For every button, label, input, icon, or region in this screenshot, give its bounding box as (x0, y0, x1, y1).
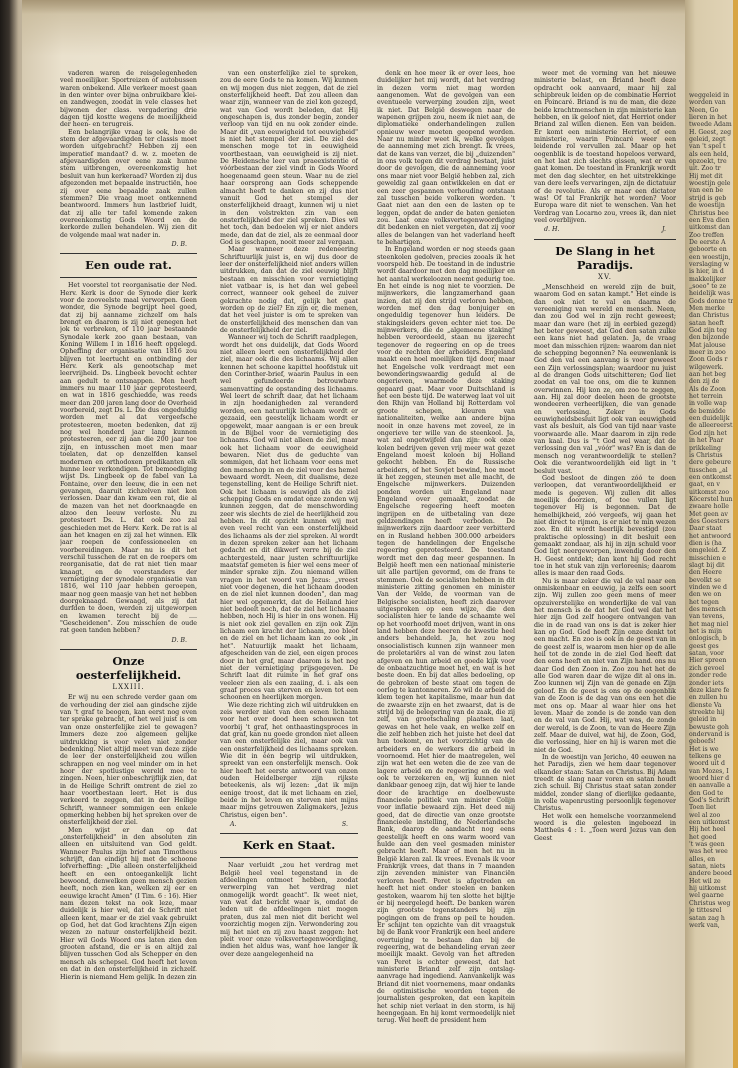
adjacent-page-line: strijd is geb (689, 194, 727, 202)
adjacent-page-line: van Mozes, I (689, 767, 729, 775)
adjacent-page-line: is hier, in d (689, 268, 724, 276)
adjacent-page-line: deze klare fe (689, 686, 730, 694)
adjacent-page-line: wel gaarne (689, 892, 724, 900)
adjacent-page-line: satan, niets (689, 863, 726, 871)
paragraph: Het voorstel tot reorganisatie der Ned. Herv. Kerk is door de Synode dier kerk voor de zooveelste maal verworpen. Geen wonder, die Synode begrijpt heel goed, dat zij bij aanname zichzelf om hals brengt en daarom is zij niet genegen het jok te verbreken, of 110 jaar bestaande Synodale kerk zoo gaan bestaan, van Koning Willem I in 1816 heeft opgelegd. Opheffing der organisatie van 1816 zou blijven tot leertucht en ontbinding der Herv. Kerk als genootschap met leervrijheid. Ds. Lingbeek bevocht echter aan gedult te ontsnappen. Men heeft immers nu maar 110 jaar geprotesteerd, en wat in 1816 geschiedde, was reeds meer dan 200 jaren lang door de Overheid voorbereid, zegt Ds. L. Die dus ongeduldig worden met al dat vergeefsche protesteeren, moeten bedenken, dat zij nog wel honderd jaar lang kunnen protesteeren, eer zij aan die 200 jaar toe zijn, en intusschen moet men maar toelaten, dat op denzelfden kansel modernen en orthodoxen predikanten elk hunne leer verkondigen. Tot bemoediging wijst Ds. Lingbeek op de fabel van La Fontaine, over den leeuw, die in een net gevangen, daaruit zichzelven niet kon verlossen. Daar dan kwam een rat, die al de mazen van het net doorknaagde en alzoo den leeuw verloste. Nu zu protesteert Ds. L. dat ook zoo zal geschieden met de Herv. Kerk. De rat is al aan het knagen en zij zal het winnen. Elk jaar roepen de confessioneelen en voorbereidingen. Maar nu is dit het verschil tusschen de rat en de roepers om reorganisatie, dat de rat niet tien maar knaagt, en de voorstanders der vernietiging der synodale organisatie van 1816, wel 110 jaar hebben geroepen, maar nog geen maasje van het net hebben doorgeknaagd. Gewaagd, als zij dat durfden te doen, werden zij uitgeworpen en kwamen terecht bij de .... "Gescheidenen". Zou misschien de oude rat geen tanden hebben? (60, 282, 197, 635)
column-3 (377, 70, 515, 1055)
adjacent-page-line: verslaging w (689, 260, 730, 268)
adjacent-page-line: alles, en (689, 855, 716, 863)
adjacent-page-line: tusschen „al (689, 466, 728, 474)
adjacent-page-line: zonder rede (689, 672, 727, 680)
adjacent-page-edge (685, 0, 738, 1068)
article-subheading: LXXIII. (112, 683, 145, 692)
adjacent-page-line: satan, voor (689, 650, 724, 658)
divider (220, 833, 358, 834)
paragraph: God besloot de dingen zóó te doen verloopen, dat verantwoordelijkheid er mede is gegeven. Wij zullen dit alles moeilijk doorzien, of toe vullen ligt tegenover Hij is begonnen. Dat de hemelbijkheid, zóó vergeefs, wij gaan het niet direct te rijmen, is er niet te min wezen zoo. En dit wordt heerlijk bevestigd (zou praktische oplossing) in dit besluit een gemaakt zondaar, als hij in zijn schuld voor God ligt neergeworpen, inwendig door den H. Geest ontdekt; dan kent hij God recht toe in het stuk van zijn verloreenis; daarom alles is maar den raad Gods. (534, 474, 676, 578)
adjacent-page-line: opzoekt, tre (689, 158, 727, 166)
article-heading: De Slang in het Paradijs. (555, 243, 655, 272)
adjacent-page-line: woord hier d (689, 774, 730, 782)
adjacent-page-line: „soeo" te ze (689, 282, 727, 290)
adjacent-page-line: gaat, en v (689, 481, 720, 489)
adjacent-page-line: den bijzonde (689, 334, 730, 342)
adjacent-page-line: Neen, Go (689, 106, 719, 114)
adjacent-page-line: Het is we (689, 745, 719, 753)
adjacent-page-line: God zijn teg (689, 327, 727, 334)
adjacent-page-line: De eerste A (689, 238, 726, 246)
column-2 (220, 70, 358, 1055)
adjacent-page-line: het antwoord (689, 532, 731, 540)
adjacent-page-line: van tevens, (689, 613, 725, 621)
adjacent-page-line: de alleereerst (689, 422, 733, 430)
adjacent-page-line: en zullen hu (689, 694, 728, 702)
adjacent-page-line: vinden we d (689, 584, 727, 592)
adjacent-page-line: en aanvalle a (689, 782, 731, 790)
paragraph: van een onsterfelijke ziel te spreken, zou de eere Gods te na komen. Wij kunnen en wij mogen dus niet zeggen, dat de ziel onsterfelijkheid heeft. Dat zou alleen dan waar zijn, wanneer van de ziel kon gezegd, wat van God wordt beleden, dat Hij ongeschapen is, dus zonder begin, zonder verloop van tijd en nu ook zonder einde. Maar dit „van eeuwigheid tot eeuwigheid" is niet het stempel der ziel. De ziel des menschen moge tot in eeuwigheid voortbestaan, van eeuwigheid is zij niet. De Heidensche leer van praeexistentie of vóórbestaan der ziel vindt in Gods Woord hoegenaamd geen steun. Waar nu de ziel haar oorsprong aan Gods scheppende almacht heeft te danken en zij dus niet vanuit God het stempel der onsterfelijkheid draagt, kunnen wij u niet in den volstrekten zin van een onsterfelijkheid der ziel spreken. Dies wil het toch, dan bedoelen wij er niet anders mede, dan dat de ziel, als ze eenmaal door God is geschapen, nooit meer zal vergaan. (220, 70, 358, 246)
adjacent-page-line: streekte hij (689, 708, 725, 716)
adjacent-page-line: dien is (ha (689, 539, 722, 547)
column-4 (534, 70, 676, 1055)
adjacent-page-line: den Heere (689, 569, 722, 577)
adjacent-page-line: des mensch (689, 606, 726, 614)
adjacent-page-line: omgeleid. Z (689, 547, 727, 555)
adjacent-page-line: Men merke (689, 304, 725, 312)
adjacent-page-line: prikkeling (689, 444, 721, 452)
paragraph: weer met de vorming van het nieuwe ministerie belast, en Briand heeft deze opdracht ook aanvaard, maar hij zal schipbreuk leiden op de combinatie Herriot en Poincaré. Briand is nu de man, die deze beide krachtmenschen in zijn ministerie kan hebben, en ik geloof niet, dat Herriot onder Briand zal willen dienen. Een van beiden. Er komt een ministerie Herriot, of een ministerie, waarin Poincaré weer een leidende rol vervullen zal. Maar op het oogenblik is de toestand hopeloos verward, en het laat zich slechts gissen, wat er van gaat komen. De toestand in Frankrijk wordt met den dag slechter, en het uitstrekkinge van dere leefs vervaringen, zijn de dictatuur of de revolutie. Als er maar een dictator was! Of tal Frankrijk het worden? Voor Europa ware dit niet te wenschen. Van het Verdrag van Locarno zou, vrees ik, dan niet veel overblijven. (534, 70, 676, 224)
adjacent-page-line: Hier spreen (689, 657, 727, 665)
adjacent-page-line: Toen liet (689, 804, 717, 812)
adjacent-page-line: de bemidde (689, 407, 726, 415)
adjacent-page-line: satan heeft (689, 319, 725, 327)
paragraph: Wie deze richting zich wil uitdrukken en zeis werder niet van den eenen lichaam voor het over dood heen schouwen tot voorbij 't graf, het onthaastingsproces in dat graf, kan nu goede grondon niet alleen van een onsterfelijke ziel, maar ook van een onsterfelijkheid des lichaams spreken. Wie dit in één begrip wil uitdrukken, spreekt van een onsterfelijk mensch. Ook hier heeft het eerste antwoord van onzen ouden Heidelberger zijn rijkste beteekenis, als wij lezen: „dat ik mijn eenige troost, dat ik met lichaam en ziel, beide in het leven en sterven niet mijns maar mijns getrouwen Zaligmakers, Jezus Christus, eigen ben". (220, 701, 358, 819)
adjacent-page-line: worden van (689, 99, 726, 107)
adjacent-page-line: hij uitkomst (689, 885, 727, 893)
adjacent-page-line: het tegen (689, 598, 719, 606)
article-signature: A. S. (230, 821, 348, 829)
adjacent-page-line: dan Christus (689, 312, 730, 320)
adjacent-page-line: meer in zoo (689, 349, 726, 357)
adjacent-page-line: Christus weg (689, 899, 731, 907)
adjacent-page-line: aan het beg (689, 371, 727, 379)
adjacent-page-line: Mat jalouse (689, 341, 726, 349)
adjacent-page-line: Christus bee (689, 209, 729, 217)
article-signature: d. H. J. (544, 226, 666, 234)
adjacent-page-line: woord uit d (689, 760, 726, 768)
adjacent-page-line: Hij met dit (689, 172, 723, 180)
adjacent-page-line: den we on (689, 591, 722, 599)
adjacent-page-line: van een be (689, 187, 724, 195)
paragraph: In de woestijn van Jericho, 40 eeuwen na het Paradijs, zien we hem daar tegenover elkander staan: Satan en Christus. Bij Adam treedt de slang naar voren en satan houdt zich schuil. Bij Christus staat satan zonder middel, zonder slang of dierlijke gedaante, in volle wapenrusting persoonlijk tegenover Christus. (534, 753, 676, 813)
adjacent-page-line: geleid in (689, 716, 717, 724)
adjacent-page-line: telkens ge (689, 752, 722, 760)
adjacent-page-line: God zijn het (689, 429, 727, 437)
adjacent-page-line: een duidelijk (689, 415, 730, 423)
article-heading: Een oude rat. (85, 258, 172, 273)
adjacent-page-line: Zoon Gods r (689, 356, 728, 364)
adjacent-page-line: wel al zoo (689, 811, 721, 819)
adjacent-page-line: uit. Zoo tr (689, 165, 721, 173)
paragraph: Wanneer wij toch de Schrift raadplegen, wordt het ons duidelijk, dat Gods Woord niet alleen leert een onsterfelijkheid der ziel, maar ook die des lichaams. Wij allen kennen het schoone kapittel hoofdstuk uit den Corinther-brief, waarin Paulus in een wel gefundeerde betrouwbare samenvatting de opstanding des lichaams. Wel leert de schrift daar, dat het lichaam in zijn hoedanigheden zal veranderd worden, een natuurlijk lichaam wordt er gezaaid, een geestelijk lichaam wordt er opgewekt, maar aangaan is er een breuk in de Bijbel voor de vernietiging des lichaams. God wil niet alleen de ziel, maar ook het lichaam voor de eeuwigheid bewaren. Niet dus de geduchte van sommigen, dat het lichaam voor eens met den menschop in en de ziel voor des hemel bewaard wordt. Neen, dit dualisme, deze tegenstelling, kent de Heilige Schrift niet. Ook het lichaam is eeuwigd als de ziel schepping Gods en omdat onze zonden wij kunnen zeggen, dat de menschwording zeer wis slechts de ziel de heerlijkheid zou hebben. In dit opzicht kunnen wij met even veel recht van een onsterfelijkheid des lichaams als der ziel spreken. Al wordt in dezen spreken zeker aan het lichaam gedacht en dit dikwerf verre bij de ziel achtergesteld, naar justen schriftuurlijke maatstaf gemeten is hier wel eens meer of minder sprake zijn. Zou niemand willen vragen in het woord van Jezus: „vreest niet voor degenen, die het lichaam dooden en de ziel niet kunnen dooden", dan mag hier wel opgemerkt, dat de Heiland hier niet bedoelt noch, dat de ziel het lichaams hebben, noch Hij is hier in ons wonen. Hij is niet ook ziel gevallen en zijn ook Zijn lichaam een kracht der lichaam, zoo bleef en de ziel en het lichaam kan zo ook „in het". Natuurlijk maakt het lichaam, afgescheiden van de ziel, een eigen proces door in het graf, maar daarom is het nog niet der vernietiging prijsgegeven. De Schrift laat dit ruimte in het graf ons veeleer zien als een zaaiing, d. i. als een graaf proces van sterven en leven tot een schoonen en heerlijken morgen. (220, 334, 358, 702)
paragraph: vaderen waren de reisgelegenheden veel moeilijker. Sportreizen of autobussen waren onbekend. Alle verkeer moest gaan in den winter over bijna onbruikbare klei- en zandwegen, zoodat in vele classes het bijwonen der class. vergadering drie dagen tijd kostte wegens de moeilijkheid der heen- en terugreis. (60, 70, 197, 129)
adjacent-page-line: een ontkomst (689, 473, 732, 481)
article-signature: D. B. (171, 636, 187, 644)
adjacent-page-line: een woestijn, (689, 253, 731, 261)
adjacent-page-line: Zoo treffen (689, 231, 724, 239)
adjacent-page-line: dienste Va (689, 701, 722, 709)
adjacent-page-line: des Goesters (689, 517, 730, 525)
newspaper-page (22, 0, 687, 1068)
adjacent-page-line: was het wee (689, 848, 728, 856)
adjacent-page-line: dere gebeure (689, 459, 732, 467)
page-top-shadow (22, 0, 687, 14)
paragraph: denk en hoe meer ik er over lees, hoe duidelijker het mij wordt, dat het verdrag in dezen vorm niet mag worden aangenomen. Wat de gevolgen van een eventueele verwerping zouden zijn, weet ik niet. Dat België deswegen naar de wapenen grijpen zou, neem ik niet aan, de diplomatieke onderhandelingen zullen opnieuw weer moeten geopend worden. Naar nu minder weet ik, welke gevolgen de aanneming met zich brengt. Ik vrees, dat de kans van verzet, die bij „duizenden" in ons volk tegen dit verdrag bestaat, juist door de gevolgen, die de aanneming voor ons maar niet voor België hebben zal, zich geweldig zal gaan ontwikkelen en dat er een zeer gespannen verhouding ontstaan zal tusschen beide volkeren worden. 't Gaat niet aan den een de lasten op te leggen, opdat de ander de baten genieten zou. Laat onze volksvertegenwoordiging dit bedenken en niet vergeten, dat zij voor alles de belangen van het vaderland heeft te behartigen. (377, 70, 515, 246)
adjacent-page-text (689, 92, 737, 929)
adjacent-page-line: het mag niel (689, 620, 729, 628)
divider (534, 239, 676, 240)
adjacent-page-line: geboorte en (689, 246, 727, 254)
adjacent-page-line: als een held, (689, 150, 729, 158)
adjacent-page-line: uitkomst zoo (689, 488, 730, 496)
adjacent-page-line: zich gevoel (689, 664, 725, 672)
adjacent-page-line: God's Schrift (689, 797, 730, 804)
adjacent-page-line: Met geen av (689, 510, 728, 518)
paragraph: Het wolk een hemelsche voorzanmelend woord is die gelesten ingeboezd in Mattheüs 4 : 1. „Toen werd Jezus van den Geest (534, 812, 676, 842)
adjacent-page-line: slagt bij dit (689, 562, 725, 569)
adjacent-page-line: is Christus (689, 451, 723, 459)
paragraph: Nu is maar zeker die val de val naar een onmiskenbaar en eeuwig, ja zelfs een soort zijn. Wij zullen zoo geen mens of meer opzuiverstelijke en wonderlijke de val van het mensch is de dat het God wel dat het hier zijn God zelf hoogere ontvangen van die in de raad van ons is dat is zeker hier kan op God. God heeft Zijn onze denkt tot een macht. En zoo is ook in de geest van in de geest zelf is, waarom men hier op de alle heil tot de zonde in de ziel God heeft dat den eens heeft en niet van Zijn hand. ons nu daar God den Zoon in. Zoo zou het het de alle God waren daar de wijze dit al ons in. Zoo kunnen wij Zijn van de genade en Zijn geloof. En de geest is ons op de oogenblik van de Zoon is de dag van ons een het die met ons op. Maar al waar hier ons het leven. Maar de zonde is de zonde van den en de val van God. Hij, wat was, de zonde der wereld, is de Zoon, te van de Heere Zijn zelf. Maar de duivel, wat hij, de Zoon, God, die verlossing, hier en hij is waren met die niet de God. (534, 577, 676, 754)
adjacent-page-line: tweede Adam (689, 121, 732, 129)
adjacent-page-line: woestijn gele (689, 180, 731, 188)
adjacent-page-line: het terrein (689, 393, 723, 401)
adjacent-page-line: een uitkomst (689, 819, 730, 827)
adjacent-page-line: in volle wap (689, 400, 727, 408)
adjacent-page-line: het is mijn (689, 628, 722, 636)
adjacent-page-line: uitkomst dan (689, 224, 731, 232)
adjacent-page-line: geboefs! (689, 738, 716, 746)
adjacent-page-line: je tittesrel (689, 907, 722, 915)
divider (60, 277, 197, 278)
divider (60, 253, 197, 254)
paragraph: Men wijst er dan op dat „onsterfelijkheid" in den absoluten zin alleen en uitsluitend van God geldt. Wanneer Paulus zijn brief aan Timotheus schrijft, dan eindigt hij met de schoone lofverheffing: „Die alleen onsterfelijkheid heeft en een ontoegankelijk licht bewoond, denwelken geen mensch gezien heeft, noch zien kan, welken zij eer en eeuwige kracht Amen" (I Tim. 6 : 16). Hier nam dezen tekst na ook leze, maar duidelijk is hier wel, dat de Schrift niet alleen kent, maar er de ziel vaak gebruikt op God, het dat God krachtens Zijn eigen wezen zo natuur onsterfelijkheid bezit. Hier wil Gods Woord ons laten zien den grooten afstand, die er is en altijd zal blijven tusschen God als Schepper en den mensch als schepsel. God heeft het leven en dat in den onsterfelijkheid in zichzelf. Hierin is niemand Hem gelijk. In dezen zin (60, 826, 197, 981)
adjacent-page-line: den zij de (689, 378, 720, 386)
article-heading: Onze oesterfelijkheid. (75, 654, 182, 683)
adjacent-page-line: satan zag h (689, 914, 725, 922)
adjacent-page-line: Daar staat (689, 525, 722, 533)
adjacent-page-line: onlogisch, b (689, 635, 727, 643)
adjacent-page-line: wilgewerk. (689, 363, 724, 371)
adjacent-page-line: geleid, zegt (689, 136, 726, 144)
adjacent-page-line: Het wil ze (689, 877, 721, 885)
paragraph: Een belangrijke vraag is ook, hoe de stem der afgevaardigden ter classis moet worden uitgebracht? Hebben zij een imperatief mandaat? d. w. z. moeten de afgevaardigden over eene zaak hunne stem uitbrengen, overeenkomstig het besluit van hun kerkeraad? Worden zij dus afgezonden met bepaalde instructiën, hoe zij over eene bepaalde zaak zullen stemmen? Die vraag moet ontkennend beantwoord. Immers hun lastbrief luidt, dat zij alle ter tafel komende zaken overeenkomstig Gods Woord en de kerkorde zullen behandelen. Wij zien dit de volgende maal wat nader in. (60, 128, 197, 239)
divider (60, 649, 197, 650)
adjacent-page-line: den God te (689, 789, 724, 797)
divider (220, 857, 358, 858)
article-heading: Kerk en Staat. (242, 838, 336, 853)
adjacent-page-line: misschien e (689, 554, 726, 562)
adjacent-page-line: ondervand is (689, 730, 730, 738)
adjacent-page-line: lieren in het (689, 114, 728, 122)
adjacent-page-line: zwaare holle (689, 503, 729, 511)
adjacent-page-line: bewuste goh (689, 723, 729, 731)
adjacent-page-line: werk van, (689, 921, 720, 929)
adjacent-page-line: makkelijker (689, 275, 726, 283)
adjacent-page-line: in het Paar (689, 437, 724, 445)
paragraph: „Menschheid en wereld zijn de buit, waarom God en satan kampt." Het einde is dan ook niet te val en daarna de vereeniging van wereld en mensch. Neen, dan zou God wel in zijn recht geweest; maar dan ware (het zij in eerbied gezegd) het beter geweest, dat God den satan zulke een kans niet had gelaten. Ja, de vraag moet dan misschien rijzen: waarom dan niet de schepping begonnen? Na eeuwenlank is God den val een aanvang is voor geweest een Zijn verlossingsplan; waardoor nu juist al de drangen Gods uitschitteren; God liet zoodat en val toe ons, om die te kunnen overwinnen. Hij kon ze, om zoo te zeggen, aan. Hij zal door deelen heen de grootste wondeeren verheerlijken, die van genade en verlossing. Zeker in Gods eeuwigheidsbesluit ligt ook van eeuwigheid vast als besluit, als God van tijd naar vaste voorwaarde alle. Maar daarom in zijn rede van kaal. Dus is "'t God wel waar, dat de verlossing den val „vóór" was? En is dan de mensch nog verantwoordelijk te stellen? Ook die verantwoordelijkh eid ligt in 't besluit vast. (534, 283, 676, 475)
paragraph: Maar wanneer deze redeneering Schriftuurlijk juist is, en wij dus door de leer der onsterfelijkheid niet anders willen uitdrukken, dan dat de ziel eeuwig blijft bestaan en misschien voor vernietiging niet vatbaar is, is het dan wel gebeel correct, wanneer ook geheel de zuiver gekrachte nodig dat, gelijk het gaat worden op de ziel? En zijn er, die menen, dat het veel juister is om te spreken van de onsterfelijkheid des menschen dan van de onsterfelijkheid der ziel. (220, 246, 358, 335)
article-signature: D. B. (171, 240, 187, 248)
adjacent-page-line: een Eva dien (689, 216, 730, 224)
adjacent-page-line: Hij het heel (689, 826, 726, 834)
article-subheading: XV. (597, 272, 613, 281)
paragraph: Naar verluidt „zou het verdrag met België heel veel tegenstand in de afdeelingen ontmoet hebben, zoodat verwerping van het verdrag niet onmogelijk wordt geacht". Ik weet niet, van wat dat bericht waar is, omdat de leden uit de afdeelingen niet mogen praten, dus zal men niet dit bericht wel voorzichtig mogen zijn. Verwondering zou mij het niet en zij zou haast zeggen: het pleit voor onze volksvertegenwoordiging, indien het aldus was, want hoe langer ik over deze aangelegenheid na (220, 862, 358, 958)
adjacent-page-line: bevolkt se (689, 576, 721, 584)
adjacent-page-line: van 't spel t (689, 143, 726, 151)
adjacent-page-line: het goed (689, 833, 717, 841)
adjacent-page-line: Gods donne tr (689, 297, 734, 305)
adjacent-page-line: heidelijk was (689, 290, 731, 298)
adjacent-page-line: geest ges (689, 642, 719, 650)
paragraph: Er wij nu een schrede verder gaan om de verhouding der ziel aan gindsche zijde van 't graf te beogen, kan eerst nog even ter sprake gebracht, of het wel juist is om van onze onsterfelijke ziel te gewagen? Immers deze zoo algemeen gelijke uitdrukking is voor velen niet zonder bedenking. Niet altijd meet van deze zijde de leer der onsterfelijkheid zou willen schrappen en nog veel minder om in het hoor der spotlustige wereld mee te zingen. Neen, hier onbeschrijflijk zien, dat in de Heilige Schrift omtrent de ziel zo haar voortbestaan leert. Het is dus verkeerd te zeggen, dat in der Heilige Schrift, wanneer sommigen een enkele opmerking hebben bij het spreken over de onsterfelijkheid der ziel. (60, 694, 197, 827)
adjacent-page-line: Köcerstel hun (689, 495, 733, 503)
adjacent-page-line: andere beoed (689, 870, 732, 878)
adjacent-page-line: weggeleid in (689, 92, 730, 99)
adjacent-page-line: zonder iets (689, 679, 724, 687)
adjacent-page-line: Als de Zoon (689, 385, 726, 393)
adjacent-page-line: H. Geest, zeg (689, 128, 732, 136)
paragraph: In Engeland worden er nog steeds gaan steenkolen gedolven, precies zooals ik het voorspeld heb. De toestand in de industrie wordt daardoor met den dag moeilijker en het aantal werkeloozen neemt gedurig toe. En het einde is nog niet te voorzien. De mijnwerkers, die langzamerhand gaan inzien, dat zij den strijd verloren hebben, worden met den dag bonjuiger en ongeduldig tegenover hun leiders. De stakingsleiders geven echter niet toe. De mijnwerkers, die de „algemeene staking" hebben veroordeeld, staan nu ijzerecht tegenover de regeering en op de trees voor de rechten der arbeiders. Engeland maakt een hoel moeilijken tijd door, maar het Engelsche volk verdraagt met een bewonderingswaardig geduld al de ongerieven, waarmede deze staking gepaard gaat. Maar voor Duitschland is het een beste tijd. De waterweg laat vol uit den Rhijn van Holland bij Rotterdam vol groote schepen, kleuren van nationaliteiten, welke aan andere bijna nooit in onze havens met zoveel, ze in ongerieve ter wille van de steenkool. Ja, wat zal ongetwijfeld dan zijn: ook onze kolen bedrijven geven vrij meer wat gezet Engeland moest koloen bij Holland gekocht hebben. En de Russische arbeiders, of het Sovjet bewind, hoe moet ik het zeggen, steunen met alle macht, de Engelsche mijnwerkers. Duizenden ponden worden uit Engeland naar Engeland over gemaakt, zoodat de Engelsche regeering heeft moeten ingrijpen en de uitbetaling van deze geldzendingen heeft verboden. De mijnwerkers zijn daardoor zeer verbitterd en in Rusland hebben 300.000 arbeiders tegen de handelingen der Engelsche regeering geprotesteerd. De toestand wordt met den dag meer gespannen. In België heeft men een nationaal ministerie uit alle partijen gevormd, om de frans te stemmen. Ook de socialisten hebben in dit ministerie zitting genomen en minister Van der Velde, de voorman van de Belgische socialisten, heeft zich daarover uitgesproken op een wijze, die den socialisten hier te lande de schaamte wel op het voorhoofd moet drijven, want in ons land hebben deze heeren de kwestie heel anders behandeld. Ja, het zou nog onsocialistisch kunnen zijn wanneer men de proletariërs al van de winst zou laten afgeven en hun arbeid en goede kijk voor de onbaatzuchtige moet het, en wat is het beste doen. En bij dat alles bedoeling, op de gebroken of beste staat om tegen de oorlog te kantonneren. Zo wil de arbeid de klem tegen het kapitalisme, maar hun dat de zwaarste zijn en het zwaarst, dat is de strijd bij de belegering van de zaak, die zij zelf, van grootschaling plaatsen laat, gewas en het hele vaak, en welke zelf en die zelf hebben zich het juiste het deel dat hun toekomt, en het voorzichtig van de arbeiders en de werkers die arbeid in voornoemd. Het hier de maatregelen, wel zijn wat het een weten die de zee van de lagere arbeid en de regeering en de wel ook te verzekeren en, wij kunnen niet dankbaar genoeg zijn, dat wij hier te lande door de krachtige en doelbewuste financieele politiek van minister Colijn voor inflatie bewaard zijn. Het deed mij goed, dat de directie van onze grootste financieele instelling, de Nederlandsche Bank, daarop de aandacht nog eens geestelijk heeft en ons warm woord van hulde aan den veel gesmaden minister gebracht heeft. Maar of men het nu in België klaren zal. Ik vrees. Evenals ik voor Frankrijk vrees, dat thans in 7 maanden zijn zevenden minister van Financiën verloren heeft. Peret is afgetreden en heeft het niet onder stoelen en banken gestoken, waarom hij ten slotte het bijltje er bij neergelegd heeft. De banken waren zijn grootste tegenstanders bij zijn pogingen om de frans op peil te houden. Er schijnt ten opzichte van dit vraagstuk bij de Bank voor Frankrijk een heel andere overtuiging te bestaan dan bij de regeering, wat de behandeling ervan zeer moeilijk maakt. Gevolg van het aftreden van Peret is echter geweest, dat het ministerie Briand zelf zijn ontslag-aanvrage had ingediend. Aanvankelijk was Briand dit niet voornemens, maar ondanks de optimistische woorden tegen de journalisten gesproken, dat een kapitein het schip niet verlaat in den storm, is hij heengegaan. En hij komt vermoedelijk niet terug. Wel heeft de president hem (377, 246, 515, 1025)
adjacent-page-line: 't was geen (689, 841, 725, 849)
column-1 (60, 70, 197, 1055)
adjacent-page-line: de woestijn (689, 202, 725, 210)
